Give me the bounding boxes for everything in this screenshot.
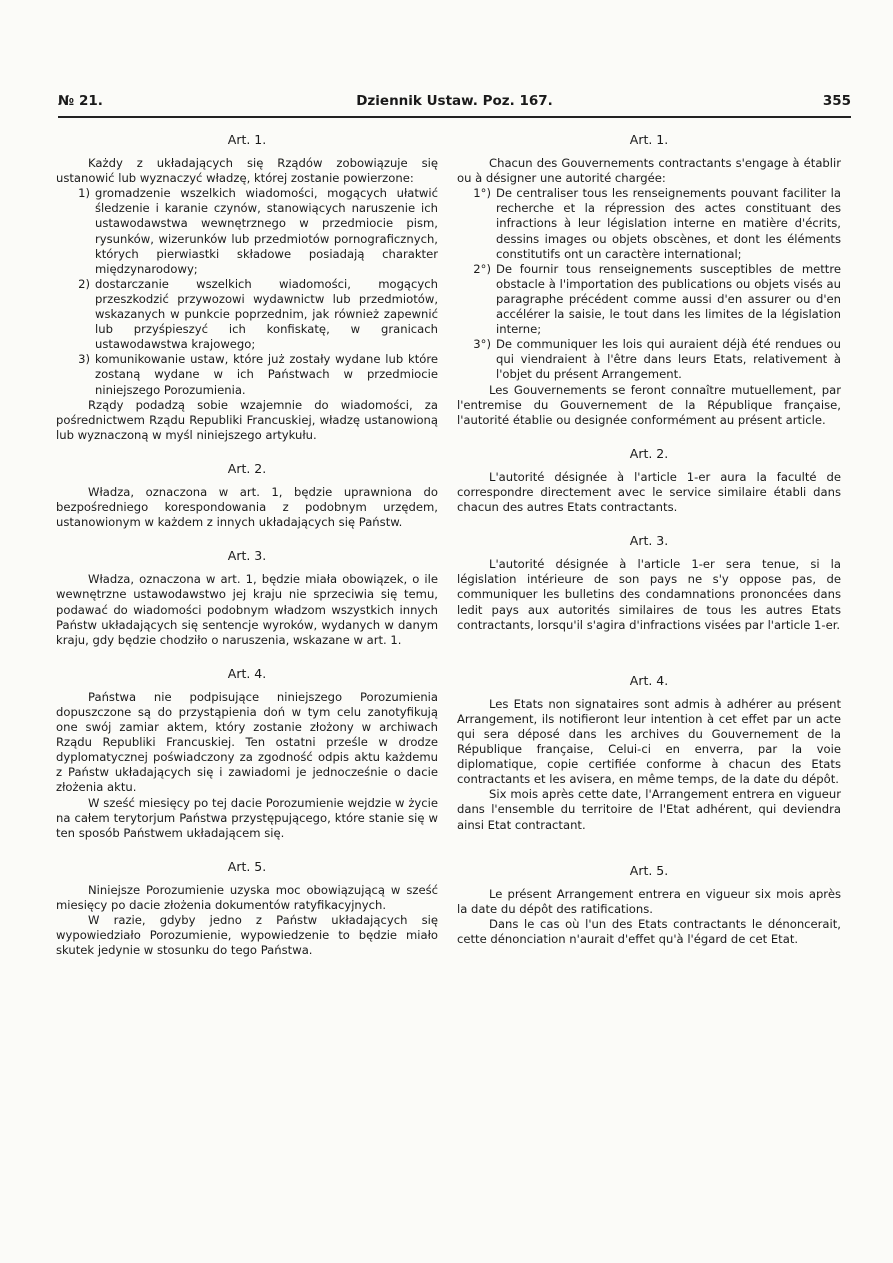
art5-p1-fr: Le présent Arrangement entrera en vigueur six mois après la date du dépôt des ratifications. xyxy=(457,886,841,916)
art5-heading-pl: Art. 5. xyxy=(227,858,267,874)
art2-heading-fr: Art. 2. xyxy=(629,445,669,461)
art3-text-fr: L'autorité désignée à l'article 1-er sera tenue, si la législation intérieure de son pays ne s'y oppose pas, de communiquer les bulletins des condamnations prononcées dans ledit pays aux autorités similaires de tous les autres Etats contractants, lorsqu'il s'agira d'infractions visées par l'article 1-er. xyxy=(457,557,841,632)
art1-closing-fr: Les Gouvernements se feront connaître mutuellement, par l'entremise du Gouvernement de la République française, l'autorité établie ou designée conformément au présent article. xyxy=(457,382,841,427)
art1-closing-pl: Rządy podadzą sobie wzajemnie do wiadomości, za pośrednictwem Rządu Republiki Francuskiej, władzę ustanowioną lub wyznaczoną w myśl niniejszego artykułu. xyxy=(56,397,438,442)
art3-text-pl: Władza, oznaczona w art. 1, będzie miała obowiązek, o ile wewnętrzne ustawodawstwo jej kraju nie sprzeciwia się temu, podawać do wiadomości podobnym władzom wszystkich innych Państw układających się sentencje wyroków, wydanych w danym kraju, gdy będzie chodziło o naruszenia, wskazane w art. 1. xyxy=(56,572,438,647)
art2-text-fr: L'autorité désignée à l'article 1-er aura la faculté de correspondre directement avec le service similaire établi dans chacun des autres Etats contractants. xyxy=(457,469,841,515)
journal-title: Dziennik Ustaw. Poz. 167. xyxy=(356,93,553,109)
issue-number: № 21. xyxy=(58,93,103,109)
art1-item-fr xyxy=(457,337,841,382)
item-number: 2°) xyxy=(473,261,491,276)
art1-heading-fr: Art. 1. xyxy=(629,132,669,147)
art1-heading-pl: Art. 1. xyxy=(227,132,267,147)
item-text: komunikowanie ustaw, które już zostały wydane lub które zostaną wydane w ich Państwach w przedmiocie niniejszego Porozumienia. xyxy=(95,352,438,397)
item-number: 3) xyxy=(78,352,90,367)
art1-item-fr xyxy=(457,186,841,261)
item-text: De centraliser tous les renseignements pouvant faciliter la recherche et la répression des actes constituant des infractions à leur législation interne en matière d'écrits, dessins images ou objets obscènes, et dont les éléments constitutifs ont un caractère international; xyxy=(496,186,841,261)
art4-p2-fr: Six mois après cette date, l'Arrangement entrera en vigueur dans l'ensemble du territoire de l'Etat adhérent, qui deviendra ainsi Etat contractant. xyxy=(457,787,841,832)
art2-text-pl: Władza, oznaczona w art. 1, będzie uprawniona do bezpośredniego korespondowania z podobnym urzędem, ustanowionym w każdem z innych układających się Państw. xyxy=(56,484,438,530)
art5-p2-pl: W razie, gdyby jedno z Państw układających się wypowiedziało Porozumienie, wypowiedzenie to będzie miało skutek jedynie w stosunku do tego Państwa. xyxy=(56,913,438,958)
art2-heading-pl: Art. 2. xyxy=(227,460,267,476)
item-text: De fournir tous renseignements susceptibles de mettre obstacle à l'importation des publications ou objets visés au paragraphe précédent comme aussi d'en assurer ou d'en accélérer la saisie, le tout dans les limites de la législation interne; xyxy=(496,261,841,337)
polish-column xyxy=(56,132,438,958)
art1-item-pl xyxy=(56,352,438,397)
art4-heading-pl: Art. 4. xyxy=(227,665,267,681)
item-text: gromadzenie wszelkich wiadomości, mogących ułatwić śledzenie i karanie czynów, stanowiących naruszenie ich ustawodawstwa wewnętrznego w przedmiocie pism, rysunków, wizerunków lub przedmiotów pornograficznych, których pierwiastki składowe posiadają charakter międzynarodowy; xyxy=(95,186,438,276)
art3-heading-pl: Art. 3. xyxy=(227,548,267,564)
art1-intro-pl: Każdy z układających się Rządów zobowiązuje się ustanowić lub wyznaczyć władzę, której zostanie powierzone: xyxy=(56,156,438,186)
art4-heading-fr: Art. 4. xyxy=(629,672,669,688)
page-number: 355 xyxy=(822,93,851,109)
art1-item-fr xyxy=(457,262,841,337)
art1-intro-fr: Chacun des Gouvernements contractants s'engage à établir ou à désigner une autorité chargée: xyxy=(457,156,841,186)
art4-p2-pl: W sześć miesięcy po tej dacie Porozumienie wejdzie w życie na całem terytorjum Państwa przystępującego, które stanie się w ten sposób Państwem układającem się. xyxy=(56,795,438,840)
art4-p1-fr: Les Etats non signataires sont admis à adhérer au présent Arrangement, ils notifieront leur intention à cet effet par un acte qui sera déposé dans les archives du Gouvernement de la République française, Celui-ci en enverra, par la voie diplomatique, copie certifiée conforme à chacun des Etats contractants et les avisera, en même temps, de la date du dépôt. xyxy=(457,696,841,787)
art4-p1-pl: Państwa nie podpisujące niniejszego Porozumienia dopuszczone są do przystąpienia doń w tym celu zanotyfikują one swój zamiar aktem, który zostanie złożony w archiwach Rządu Republiki Francuskiej. Ten ostatni prześle w drodze dyplomatycznej poświadczony za zgodność odpis aktu każdemu z Państw układających się i zawiadomi je jednocześnie o dacie złożenia aktu. xyxy=(56,689,438,795)
item-text: dostarczanie wszelkich wiadomości, mogących przeszkodzić przywozowi wydawnictw lub przedmiotów, wskazanych w punkcie poprzednim, jak również zapewnić lub przyśpieszyć ich konfiskatę, w granicach ustawodawstwa krajowego; xyxy=(95,276,438,352)
item-number: 1°) xyxy=(473,186,491,201)
art5-p1-pl: Niniejsze Porozumienie uzyska moc obowiązującą w sześć miesięcy po dacie złożenia dokumentów ratyfikacyjnych. xyxy=(56,882,438,913)
art1-item-pl xyxy=(56,277,438,352)
art5-p2-fr: Dans le cas où l'un des Etats contractants le dénoncerait, cette dénonciation n'aurait d'effet qu'à l'égard de cet Etat. xyxy=(457,916,841,947)
item-number: 2) xyxy=(78,276,90,291)
french-column xyxy=(457,132,841,947)
item-number: 1) xyxy=(78,186,90,201)
item-number: 3°) xyxy=(473,337,491,352)
header-rule xyxy=(58,116,851,118)
page-header xyxy=(58,93,851,115)
art3-heading-fr: Art. 3. xyxy=(629,533,669,549)
item-text: De communiquer les lois qui auraient déjà été rendues ou qui viendraient à l'être dans leurs Etats, relativement à l'objet du présent Arrangement. xyxy=(496,337,841,382)
art1-item-pl xyxy=(56,186,438,277)
art5-heading-fr: Art. 5. xyxy=(629,862,669,878)
